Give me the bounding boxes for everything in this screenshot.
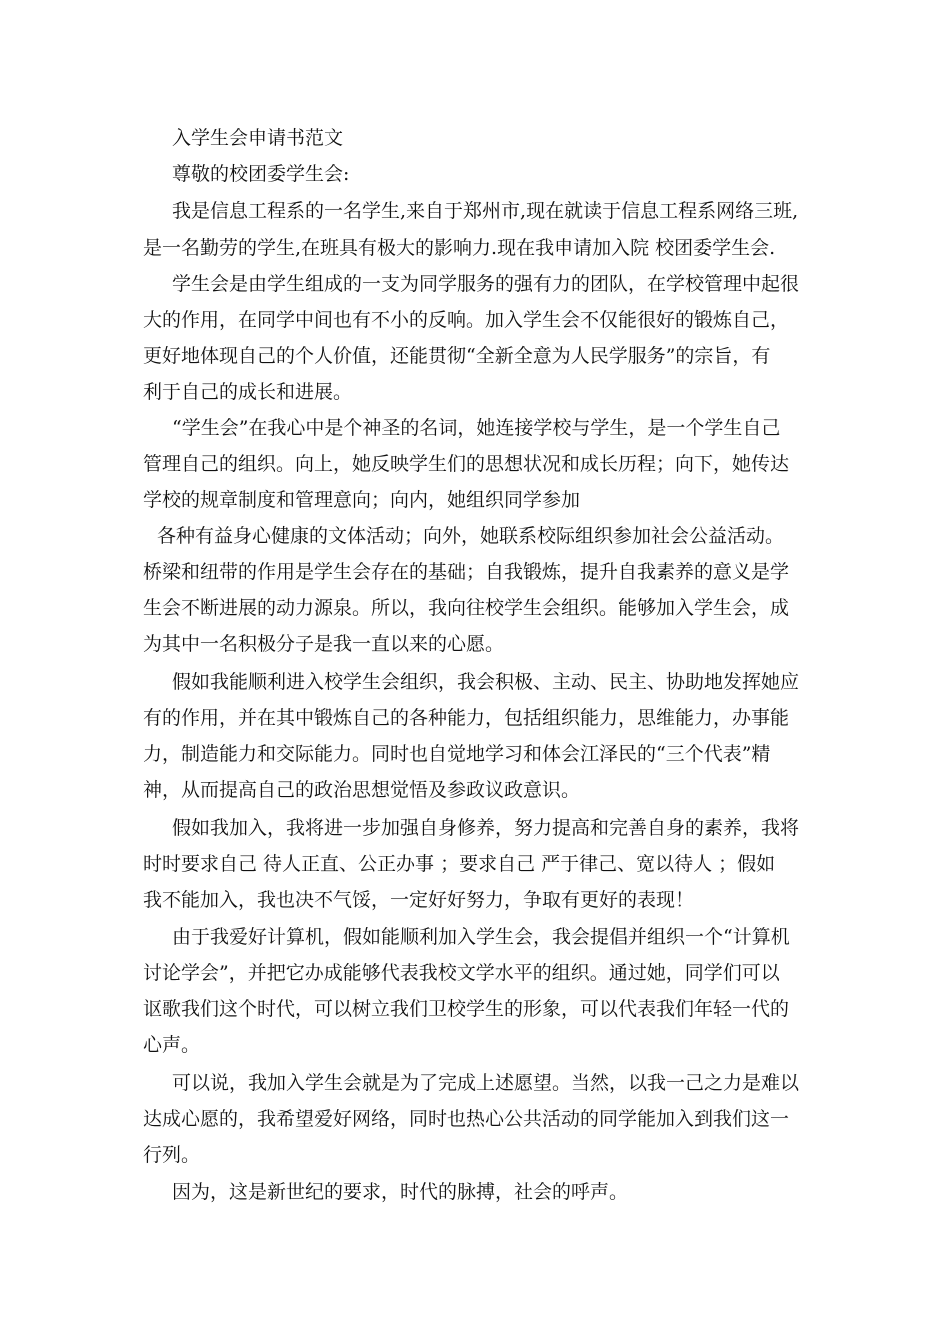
paragraph-line: 由于我爱好计算机，假如能顺利加入学生会，我会提倡并组织一个“计算机 bbox=[172, 926, 790, 948]
paragraph-line: 更好地体现自己的个人价值，还能贯彻“全新全意为人民学服务”的宗旨，有 bbox=[143, 345, 771, 367]
paragraph-line: 时时要求自己 待人正直、公正办事 ；要求自己 严于律己、宽以待人 ；假如 bbox=[143, 853, 776, 875]
paragraph-line: 力，制造能力和交际能力。同时也自觉地学习和体会江泽民的“三个代表”精 bbox=[143, 743, 771, 765]
paragraph-line: 我不能加入，我也决不气馁，一定好好努力，争取有更好的表现！ bbox=[143, 889, 695, 911]
paragraph-line: 心声。 bbox=[143, 1034, 201, 1056]
paragraph-line: 各种有益身心健康的文体活动；向外，她联系校际组织参加社会公益活动。 bbox=[157, 525, 785, 547]
paragraph-line: 学校的规章制度和管理意向；向内，她组织同学参加 bbox=[143, 489, 581, 511]
paragraph-line: 我是信息工程系的一名学生,来自于郑州市,现在就读于信息工程系网络三班, bbox=[172, 200, 799, 222]
paragraph-line: 管理自己的组织。向上，她反映学生们的思想状况和成长历程；向下，她传达 bbox=[143, 453, 790, 475]
paragraph-line: 讨论学会”，并把它办成能够代表我校文学水平的组织。通过她，同学们可以 bbox=[143, 962, 780, 984]
paragraph-line: 因为，这是新世纪的要求，时代的脉搏，社会的呼声。 bbox=[172, 1181, 629, 1203]
paragraph-line: 可以说，我加入学生会就是为了完成上述愿望。当然，以我一己之力是难以 bbox=[172, 1072, 800, 1094]
document-title: 入学生会申请书范文 bbox=[172, 127, 344, 149]
paragraph-line: 为其中一名积极分子是我一直以来的心愿。 bbox=[143, 633, 505, 655]
paragraph-line: 假如我加入，我将进一步加强自身修养，努力提高和完善自身的素养，我将 bbox=[172, 817, 800, 839]
paragraph-line: 学生会是由学生组成的一支为同学服务的强有力的团队，在学校管理中起很 bbox=[172, 273, 800, 295]
paragraph-line: “学生会”在我心中是个神圣的名词，她连接学校与学生，是一个学生自己 bbox=[172, 417, 781, 439]
paragraph-line: 讴歌我们这个时代，可以树立我们卫校学生的形象，可以代表我们年轻一代的 bbox=[143, 998, 790, 1020]
paragraph-line: 桥梁和纽带的作用是学生会存在的基础；自我锻炼，提升自我素养的意义是学 bbox=[143, 561, 790, 583]
paragraph-line: 有的作用，并在其中锻炼自己的各种能力，包括组织能力，思维能力，办事能 bbox=[143, 707, 790, 729]
paragraph-line: 生会不断进展的动力源泉。所以，我向往校学生会组织。能够加入学生会，成 bbox=[143, 597, 790, 619]
paragraph-line: 大的作用，在同学中间也有不小的反响。加入学生会不仅能很好的锻炼自己， bbox=[143, 309, 790, 331]
paragraph-line: 神，从而提高自己的政治思想觉悟及参政议政意识。 bbox=[143, 779, 581, 801]
salutation: 尊敬的校团委学生会: bbox=[172, 163, 350, 185]
paragraph-line: 是一名勤劳的学生,在班具有极大的影响力.现在我申请加入院 校团委学生会. bbox=[143, 237, 776, 259]
paragraph-line: 达成心愿的，我希望爱好网络，同时也热心公共活动的同学能加入到我们这一 bbox=[143, 1108, 790, 1130]
paragraph-line: 利于自己的成长和进展。 bbox=[143, 381, 353, 403]
paragraph-line: 行列。 bbox=[143, 1144, 201, 1166]
paragraph-line: 假如我能顺利进入校学生会组织，我会积极、主动、民主、协助地发挥她应 bbox=[172, 671, 800, 693]
